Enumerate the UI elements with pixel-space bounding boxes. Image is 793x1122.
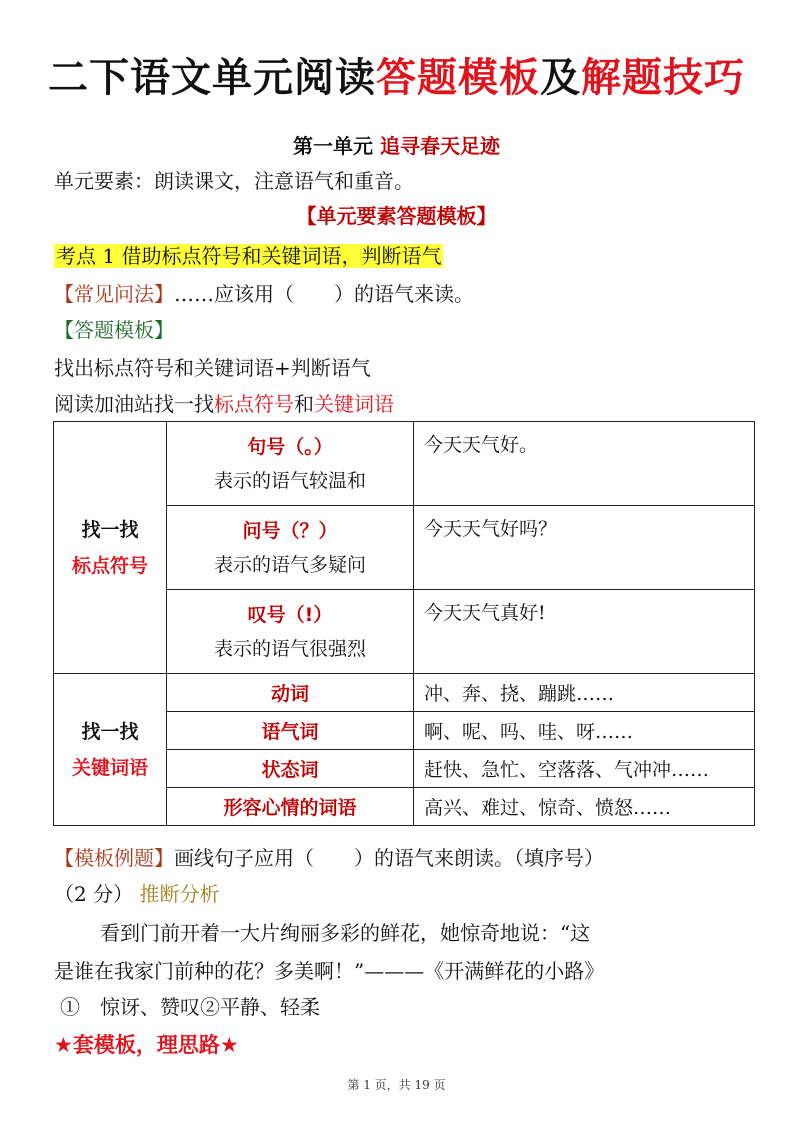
- common-question-text: ……应该用（ ）的语气来读。: [174, 282, 474, 306]
- jiayou-k2: 关键词语: [314, 392, 394, 416]
- punct-group-line2: 标点符号: [71, 554, 148, 577]
- kaodian-text: 考点 1 借助标点符号和关键词语，判断语气: [56, 244, 442, 268]
- keyword-label: 形容心情的词语: [167, 788, 414, 826]
- kaodian: [54, 241, 443, 271]
- keyword-group-line2: 关键词语: [71, 756, 148, 779]
- punct-group-line1: 找一找: [81, 518, 139, 541]
- punct-desc: 表示的语气较温和: [213, 469, 366, 492]
- keyword-example: 啊、呢、吗、哇、呀……: [414, 712, 755, 750]
- jiayou-prefix: 阅读加油站找一找: [54, 392, 214, 416]
- punct-desc: 表示的语气很强烈: [213, 637, 366, 660]
- unit-title: [0, 130, 793, 159]
- keyword-example: 冲、奔、挠、蹦跳……: [414, 674, 755, 712]
- answer-template-tag: 【答题模板】: [54, 318, 174, 342]
- punct-label: 叹号（!）: [247, 603, 333, 626]
- punct-label-cell: [167, 422, 414, 506]
- punct-group-cell: [54, 422, 167, 674]
- example-question: [54, 843, 604, 873]
- keyword-example: 赶快、急忙、空落落、气冲冲……: [414, 750, 755, 788]
- example-score-line: [54, 879, 219, 909]
- unit-name: 追寻春天足迹: [379, 134, 500, 158]
- jiayou-k1: 标点符号: [214, 392, 294, 416]
- answer-template-text: 找出标点符号和关键词语+判断语气: [54, 356, 371, 380]
- keyword-label: 语气词: [167, 712, 414, 750]
- reading-table: [53, 421, 755, 826]
- punct-label: 句号（。）: [247, 435, 333, 458]
- table-row: [54, 422, 755, 506]
- unit-label: 第一单元: [293, 134, 374, 158]
- example-question-text: 画线句子应用（ ）的语气来朗读。（填序号）: [174, 846, 604, 870]
- punct-label: 问号（？）: [242, 519, 338, 542]
- passage-line2: 是谁在我家门前种的花？多美啊！”———《开满鲜花的小路》: [54, 959, 605, 983]
- punct-example: 今天天气好。: [414, 422, 755, 506]
- punct-example: 今天天气真好!: [414, 590, 755, 674]
- example-tag: 【模板例题】: [54, 846, 174, 870]
- page-footer: 第 1 页，共 19 页: [347, 1078, 446, 1092]
- unit-element: 单元要素：朗读课文，注意语气和重音。: [54, 169, 414, 193]
- title-part2: 答题模板: [376, 55, 540, 101]
- jiayou-line: [54, 389, 394, 419]
- punct-label-cell: [167, 590, 414, 674]
- keyword-label: 动词: [167, 674, 414, 712]
- jiayou-and: 和: [294, 392, 314, 416]
- tip-line: ★套模板，理思路★: [54, 1033, 239, 1057]
- keyword-example: 高兴、难过、惊奇、愤怒……: [414, 788, 755, 826]
- punct-label-cell: [167, 506, 414, 590]
- keyword-group-cell: [54, 674, 167, 826]
- template-heading: 【单元要素答题模板】: [296, 204, 497, 228]
- title-part1: 二下语文单元阅读: [48, 55, 376, 101]
- example-analysis: 推断分析: [139, 882, 220, 906]
- title-part3: 及: [540, 55, 581, 101]
- page-title: [0, 52, 793, 104]
- punct-desc: 表示的语气多疑问: [213, 553, 366, 576]
- common-question: [54, 279, 474, 309]
- options-line: ① 惊讶、赞叹②平静、轻柔: [60, 995, 320, 1019]
- punct-example: 今天天气好吗？: [414, 506, 755, 590]
- keyword-label: 状态词: [167, 750, 414, 788]
- table-row: [54, 674, 755, 712]
- example-score: （2 分）: [54, 882, 134, 906]
- passage-line1: 看到门前开着一大片绚丽多彩的鲜花，她惊奇地说：“这: [100, 921, 591, 945]
- keyword-group-line1: 找一找: [81, 720, 139, 743]
- title-part4: 解题技巧: [581, 55, 745, 101]
- common-question-tag: 【常见问法】: [54, 282, 174, 306]
